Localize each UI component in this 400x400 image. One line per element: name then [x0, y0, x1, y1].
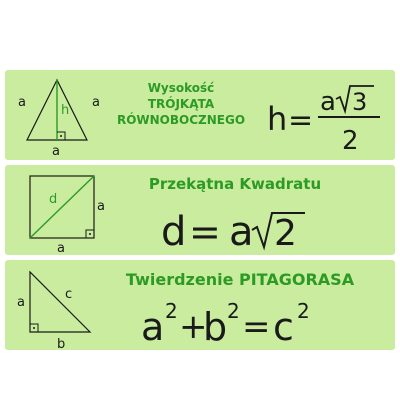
formula-a: a: [141, 305, 165, 349]
right-triangle-figure: [5, 260, 115, 350]
equilateral-triangle-figure: [5, 70, 115, 160]
formula-sup-a: 2: [165, 299, 178, 323]
diagonal-formula: [155, 165, 335, 255]
formula-equals: =: [242, 307, 271, 347]
formula-sup-b: 2: [227, 299, 240, 323]
diagonal-line: [30, 176, 94, 238]
label-side-left: a: [18, 95, 26, 110]
label-height: h: [61, 103, 70, 118]
square-figure: [5, 165, 115, 255]
formula-sup-c: 2: [297, 299, 310, 323]
title-line-2: TRÓJKĄTA: [147, 97, 215, 112]
right-angle-dot: [33, 327, 35, 329]
panel-title: Twierdzenie PITAGORASA: [125, 270, 355, 289]
formula-root-value: 2: [274, 213, 297, 254]
formula-lhs: h: [267, 100, 288, 138]
right-angle-dot: [60, 135, 62, 137]
panel-title: [101, 80, 261, 129]
label-b: b: [57, 337, 66, 350]
panel-square-diagonal: [5, 165, 395, 255]
height-formula: [263, 70, 395, 160]
formula-equals: =: [288, 103, 314, 138]
panel-pythagoras: [5, 260, 395, 350]
triangle-outline: [30, 272, 90, 332]
title-line-3: RÓWNOBOCZNEGO: [116, 113, 246, 128]
formula-numerator-a: a: [320, 87, 336, 117]
panel-equilateral-height: [5, 70, 395, 160]
label-side-right: a: [92, 95, 100, 110]
formula-root-value: 3: [352, 88, 368, 116]
label-diagonal: d: [49, 192, 58, 207]
formula-b: b: [203, 305, 228, 349]
formula-a: a: [229, 209, 254, 255]
label-side-right: a: [97, 199, 105, 214]
title-line-1: Wysokość: [147, 81, 215, 95]
formula-lhs: d: [161, 209, 187, 255]
label-a: a: [17, 295, 25, 310]
formula-c: c: [273, 305, 294, 349]
label-bottom: a: [57, 241, 65, 255]
right-angle-dot: [89, 233, 91, 235]
formula-equals: =: [189, 210, 221, 254]
pythagoras-formula: [135, 260, 350, 350]
label-c: c: [65, 287, 73, 302]
label-base: a: [52, 144, 60, 159]
panel-title: Przekątna Kwadratu: [148, 175, 322, 193]
formula-plus: +: [179, 307, 208, 347]
formula-denominator: 2: [342, 126, 359, 156]
